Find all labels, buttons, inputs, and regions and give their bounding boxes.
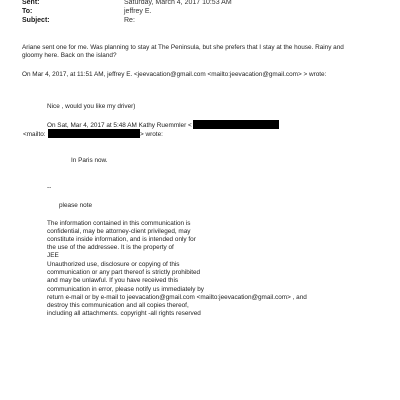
disclaimer-line: communication in error, please notify us immediately by — [47, 286, 204, 293]
to-label: To: — [22, 8, 33, 15]
disclaimer-line: constitute inside information, and is intended only for — [47, 236, 196, 243]
disclaimer-line: return e-mail or by e-mail to jeevacation@gmail.com <mailto:jeevacation@gmail.com> , and — [47, 294, 307, 301]
disclaimer-line: JEE — [47, 252, 59, 259]
redaction-bar — [48, 129, 140, 138]
disclaimer-line: the use of the addressee. It is the property of — [47, 244, 174, 251]
quoted-header-line: On Mar 4, 2017, at 11:51 AM, jeffrey E. <jeevacation@gmail.com <mailto:jeevacation@gmail.com> > wrote: — [22, 71, 327, 78]
disclaimer-line: including all attachments. copyright -all rights reserved — [47, 310, 201, 317]
nice-line: Nice , would you like my driver) — [47, 103, 136, 110]
disclaimer-line: destroy this communication and all copies thereof, — [47, 302, 189, 309]
body-paragraph-line-2: gloomy here. Back on the island? — [22, 52, 117, 59]
wrote-suffix: > wrote: — [140, 131, 163, 138]
sent-value: Saturday, March 4, 2017 10:53 AM — [124, 0, 232, 6]
disclaimer-line: Unauthorized use, disclosure or copying of this — [47, 261, 180, 268]
disclaimer-line: The information contained in this communication is — [47, 220, 191, 227]
sent-label: Sent: — [22, 0, 40, 6]
redaction-bar — [193, 120, 279, 129]
body-paragraph-line-1: Ariane sent one for me. Was planning to stay at The Peninsula, but she prefers that I stay at the house. Rainy and — [22, 44, 344, 51]
disclaimer-line: confidential, may be attorney-client privileged, may — [47, 228, 191, 235]
disclaimer-line: and may be unlawful. If you have received this — [47, 277, 179, 284]
mailto-prefix: <mailto: — [23, 131, 46, 138]
on-sat-line: On Sat, Mar 4, 2017 at 5:48 AM Kathy Ruemmler < — [47, 122, 192, 129]
disclaimer-line: communication or any part thereof is strictly prohibited — [47, 269, 201, 276]
subject-value: Re: — [124, 17, 135, 24]
please-note-line: please note — [59, 202, 93, 209]
to-value: jeffrey E. — [124, 8, 152, 15]
subject-label: Subject: — [22, 17, 50, 24]
signature-dashes: -- — [47, 184, 52, 191]
in-paris-line: In Paris now. — [71, 157, 108, 164]
